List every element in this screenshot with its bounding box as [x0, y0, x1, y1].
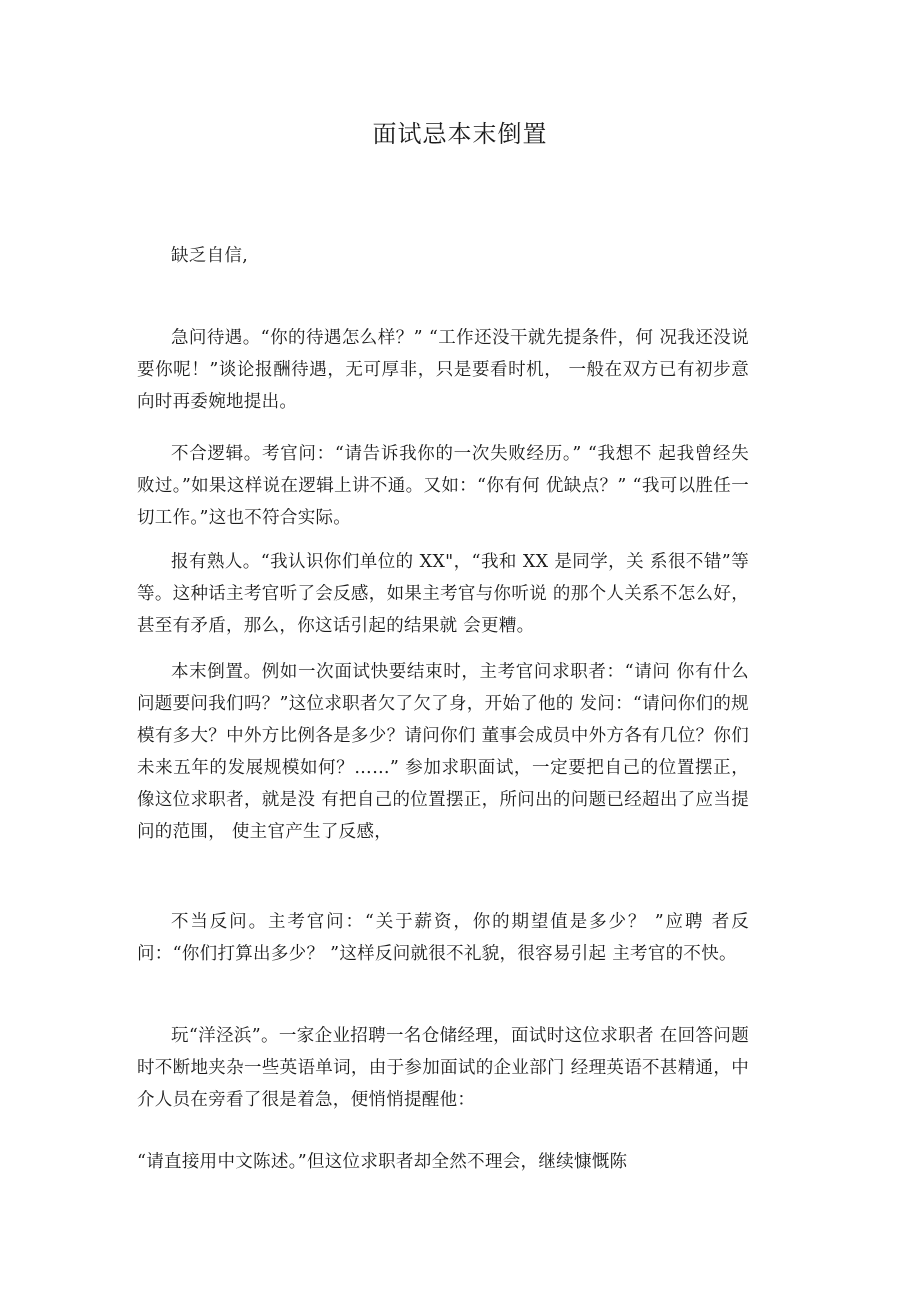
paragraph-pidgin-english: 玩“洋泾浜”。一家企业招聘一名仓储经理，面试时这位求职者 在回答问题时不断地夹杂一些英语单词，由于参加面试的企业部门 经理英语不甚精通，中介人员在旁看了很是着急，便悄悄提醒他： — [137, 1026, 749, 1110]
paragraph-continuation: “请直接用中文陈述。”但这位求职者却全然不理会，继续慷慨陈 — [137, 1152, 628, 1172]
page-title: 面试忌本末倒置 — [372, 120, 548, 148]
paragraph-acquaintance: 报有熟人。“我认识你们单位的 XX"，“我和 XX 是同学，关 系很不错”等等。这种话主考官听了会反感，如果主考官与你听说 的那个人关系不怎么好，甚至有矛盾，那么，你这话引起的结果就 会更糟。 — [137, 552, 749, 636]
paragraph-improper-counter-question: 不当反问。主考官问：“关于薪资，你的期望值是多少？ ”应聘 者反问：“你们打算出多少？ ”这样反问就很不礼貌，很容易引起 主考官的不快。 — [137, 912, 749, 964]
paragraph-illogical: 不合逻辑。考官问：“请告诉我你的一次失败经历。” “我想不 起我曾经失败过。”如果这样说在逻辑上讲不通。又如：“你有何 优缺点？” “我可以胜任一切工作。”这也不符合实际。 — [137, 444, 749, 528]
paragraph-asking-salary: 急问待遇。“你的待遇怎么样？” “工作还没干就先提条件，何 况我还没说要你呢！”谈论报酬待遇，无可厚非，只是要看时机， 一般在双方已有初步意向时再委婉地提出。 — [137, 328, 749, 412]
paragraph-lack-confidence: 缺乏自信, — [171, 246, 249, 266]
paragraph-putting-cart-before-horse: 本末倒置。例如一次面试快要结束时，主考官问求职者：“请问 你有什么问题要问我们吗？”这位求职者欠了欠了身，开始了他的 发问：“请问你们的规模有多大？中外方比例各是多少？请问你们 董事会成员中外方各有几位？你们未来五年的发展规模如何？……” 参加求职面试，一定要把自己的位置摆正，像这位求职者，就是没 有把自己的位置摆正，所问出的问题已经超出了应当提问的范围， 使主官产生了反感， — [137, 662, 749, 842]
